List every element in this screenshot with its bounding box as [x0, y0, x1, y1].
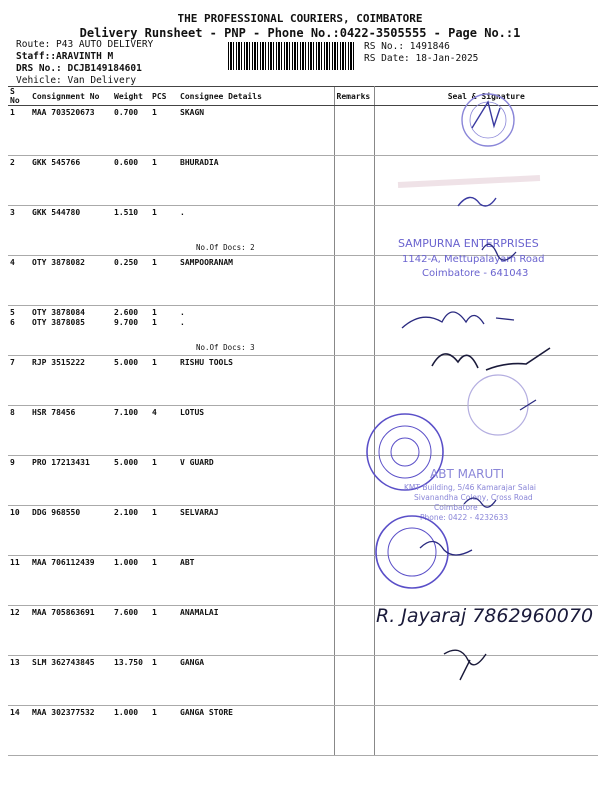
cell-weight-value: 2.600 [114, 308, 139, 317]
cell-consignment-value: MAA 706112439 [32, 558, 95, 567]
cell-seal-signature [374, 706, 598, 756]
col-weight: Weight [112, 87, 150, 106]
barcode [228, 42, 354, 70]
cell-consignee-value: RISHU TOOLS [180, 358, 233, 367]
stamp-abt-line3: Sivanandha Colony, Cross Road [414, 493, 533, 502]
cell-consignment [30, 106, 112, 156]
cell-weight [112, 656, 150, 706]
cell-consignment-value: GKK 544780 [32, 208, 81, 217]
cell-consignee-value: ANAMALAI [180, 608, 219, 617]
table-row [8, 256, 598, 306]
col-sno: S No [8, 87, 30, 106]
sno-value: 8 [10, 408, 15, 417]
table-row [8, 556, 598, 606]
table-row [8, 206, 598, 256]
cell-seal-signature [374, 606, 598, 656]
cell-seal-signature [374, 406, 598, 456]
cell-pcs-value: 1 [152, 608, 157, 617]
cell-seal-signature [374, 156, 598, 206]
cell-pcs-value: 1 [152, 708, 157, 717]
cell-consignee [178, 556, 334, 606]
cell-consignee [178, 356, 334, 406]
cell-sno [8, 506, 30, 556]
cell-weight [112, 506, 150, 556]
cell-consignee-value: GANGA [180, 658, 205, 667]
cell-weight-value: 1.000 [114, 708, 139, 717]
table-row [8, 456, 598, 506]
cell-seal-signature [374, 256, 598, 306]
cell-remarks [334, 406, 374, 456]
cell-weight-value: 2.100 [114, 508, 139, 517]
cell-consignment [30, 406, 112, 456]
stamp-abt-line1: ABT MARUTI [430, 467, 505, 481]
cell-remarks [334, 506, 374, 556]
cell-consignment-value: OTY 3878085 [32, 318, 85, 327]
cell-remarks [334, 256, 374, 306]
cell-seal-signature [374, 106, 598, 156]
stamp-sampurna-line3: Coimbatore - 641043 [422, 268, 529, 279]
cell-consignee [178, 506, 334, 556]
table-row [8, 106, 598, 156]
sno-value: 1 [10, 108, 15, 117]
cell-sno [8, 256, 30, 306]
cell-remarks [334, 206, 374, 256]
cell-consignee-value: V GUARD [180, 458, 214, 467]
table-row [8, 356, 598, 406]
cell-weight [112, 306, 150, 356]
cell-weight-value: 7.600 [114, 608, 139, 617]
cell-sno [8, 156, 30, 206]
cell-seal-signature [374, 456, 598, 506]
cell-pcs-value: 1 [152, 258, 157, 267]
cell-pcs-value: 1 [152, 318, 157, 327]
sno-value: 13 [10, 658, 20, 667]
col-remarks: Remarks [334, 87, 374, 106]
cell-sno [8, 306, 30, 356]
stamp-sampurna-line1: SAMPURNA ENTERPRISES [398, 237, 539, 250]
cell-consignment-value: MAA 302377532 [32, 708, 95, 717]
stamp-abt-line2: KMT Building, 5/46 Kamarajar Salai [404, 483, 537, 492]
cell-weight [112, 356, 150, 406]
cell-sno [8, 656, 30, 706]
cell-pcs [150, 556, 178, 606]
sno-value: 7 [10, 358, 15, 367]
cell-consignment [30, 156, 112, 206]
cell-pcs-value: 1 [152, 458, 157, 467]
cell-pcs [150, 606, 178, 656]
cell-sno [8, 606, 30, 656]
cell-seal-signature [374, 506, 598, 556]
cell-pcs [150, 256, 178, 306]
cell-consignee-value: . [180, 208, 185, 217]
cell-weight-value: 9.700 [114, 318, 139, 327]
table-row [8, 706, 598, 756]
cell-consignee [178, 106, 334, 156]
drs-number: DRS No.: DCJB149184601 [16, 63, 142, 74]
cell-seal-signature [374, 306, 598, 356]
cell-consignee-value: . [180, 308, 185, 317]
table-row [8, 606, 598, 656]
route-text: Route: P43 AUTO DELIVERY [16, 39, 154, 50]
cell-consignee [178, 206, 334, 256]
cell-weight-value: 1.000 [114, 558, 139, 567]
cell-weight [112, 456, 150, 506]
staff-text: Staff::ARAVINTH M [16, 51, 114, 62]
cell-weight-value: 0.250 [114, 258, 139, 267]
cell-weight [112, 406, 150, 456]
cell-consignee-value: SKAGN [180, 108, 205, 117]
cell-consignment-value: MAA 705863691 [32, 608, 95, 617]
cell-pcs-value: 1 [152, 108, 157, 117]
col-seal: Seal & Signature [374, 87, 598, 106]
sno-value: 14 [10, 708, 20, 717]
cell-remarks [334, 706, 374, 756]
cell-pcs [150, 156, 178, 206]
cell-sno [8, 556, 30, 606]
table-row [8, 406, 598, 456]
cell-seal-signature [374, 206, 598, 256]
cell-pcs [150, 506, 178, 556]
cell-pcs [150, 656, 178, 706]
stamp-abt-line5: Phone: 0422 - 4232633 [420, 513, 509, 522]
cell-consignment [30, 356, 112, 406]
vehicle-text: Vehicle: Van Delivery [16, 75, 137, 86]
cell-sno [8, 706, 30, 756]
table-header-row [8, 87, 598, 106]
header-right [364, 41, 478, 65]
cell-consignee [178, 256, 334, 306]
col-consignment: Consignment No [30, 87, 112, 106]
docs-count: No.Of Docs: 3 [196, 343, 255, 352]
runsheet-table [8, 86, 598, 756]
cell-consignment [30, 256, 112, 306]
cell-weight-value: 0.700 [114, 108, 139, 117]
cell-pcs-value: 1 [152, 158, 157, 167]
cell-sno [8, 206, 30, 256]
cell-consignee [178, 406, 334, 456]
cell-weight [112, 556, 150, 606]
cell-pcs [150, 356, 178, 406]
cell-consignment [30, 206, 112, 256]
cell-pcs [150, 106, 178, 156]
cell-pcs [150, 456, 178, 506]
cell-consignee [178, 606, 334, 656]
cell-weight [112, 706, 150, 756]
cell-pcs-value: 1 [152, 558, 157, 567]
cell-remarks [334, 156, 374, 206]
cell-weight-value: 7.100 [114, 408, 139, 417]
cell-consignment [30, 556, 112, 606]
stamp-abt-line4: Coimbatore [434, 503, 478, 512]
cell-consignment [30, 456, 112, 506]
cell-consignee [178, 156, 334, 206]
cell-remarks [334, 106, 374, 156]
cell-consignee-value: GANGA STORE [180, 708, 233, 717]
cell-remarks [334, 306, 374, 356]
cell-remarks [334, 356, 374, 406]
cell-consignee [178, 706, 334, 756]
cell-remarks [334, 456, 374, 506]
header-left [16, 39, 153, 87]
cell-pcs-value: 1 [152, 308, 157, 317]
runsheet-title: Delivery Runsheet - PNP - Phone No.:0422-3505555 - Page No.:1 [79, 26, 521, 40]
company-title: THE PROFESSIONAL COURIERS, COIMBATORE [177, 12, 423, 25]
cell-pcs-value: 4 [152, 408, 157, 417]
cell-weight [112, 156, 150, 206]
cell-sno [8, 106, 30, 156]
cell-consignment [30, 656, 112, 706]
sno-value: 11 [10, 558, 20, 567]
cell-weight-value: 1.510 [114, 208, 139, 217]
cell-pcs [150, 706, 178, 756]
cell-consignee [178, 656, 334, 706]
cell-consignment-value: OTY 3878082 [32, 258, 85, 267]
stamp-sampurna-line2: 1142-A, Mettupalayam Road [402, 254, 545, 265]
rs-date: RS Date: 18-Jan-2025 [364, 53, 479, 64]
cell-consignee [178, 456, 334, 506]
cell-weight-value: 5.000 [114, 358, 139, 367]
cell-pcs [150, 206, 178, 256]
col-consignee: Consignee Details [178, 87, 334, 106]
cell-consignment-value: SLM 362743845 [32, 658, 95, 667]
cell-consignee [178, 306, 334, 356]
cell-consignment-value: DDG 968550 [32, 508, 81, 517]
cell-weight [112, 106, 150, 156]
cell-consignee-value: BHURADIA [180, 158, 219, 167]
cell-remarks [334, 656, 374, 706]
sno-value: 5 [10, 308, 15, 317]
cell-sno [8, 406, 30, 456]
table-row [8, 656, 598, 706]
cell-consignment-value: GKK 545766 [32, 158, 81, 167]
cell-weight [112, 256, 150, 306]
table-row [8, 306, 598, 356]
cell-consignment-value: MAA 703520673 [32, 108, 95, 117]
cell-pcs-value: 1 [152, 208, 157, 217]
cell-consignment [30, 606, 112, 656]
cell-seal-signature [374, 656, 598, 706]
cell-consignee-value: . [180, 318, 185, 327]
cell-pcs [150, 306, 178, 356]
sno-value: 9 [10, 458, 15, 467]
sno-value: 3 [10, 208, 15, 217]
cell-consignee-value: ABT [180, 558, 195, 567]
sno-value: 10 [10, 508, 20, 517]
cell-pcs-value: 1 [152, 508, 157, 517]
col-pcs: PCS [150, 87, 178, 106]
cell-remarks [334, 606, 374, 656]
cell-weight [112, 206, 150, 256]
cell-seal-signature [374, 556, 598, 606]
cell-consignee-value: LOTUS [180, 408, 205, 417]
cell-consignment [30, 306, 112, 356]
cell-consignment-value: RJP 3515222 [32, 358, 85, 367]
cell-consignment [30, 706, 112, 756]
cell-weight-value: 0.600 [114, 158, 139, 167]
cell-consignment-value: HSR 78456 [32, 408, 76, 417]
table-row [8, 506, 598, 556]
cell-consignee-value: SELVARAJ [180, 508, 219, 517]
cell-pcs [150, 406, 178, 456]
cell-pcs-value: 1 [152, 358, 157, 367]
cell-consignment [30, 506, 112, 556]
rs-number: RS No.: 1491846 [364, 41, 450, 52]
cell-sno [8, 456, 30, 506]
cell-consignment-value: PRO 17213431 [32, 458, 90, 467]
cell-consignee-value: SAMPOORANAM [180, 258, 233, 267]
cell-weight-value: 13.750 [114, 658, 143, 667]
cell-pcs-value: 1 [152, 658, 157, 667]
cell-consignment-value: OTY 3878084 [32, 308, 85, 317]
cell-weight-value: 5.000 [114, 458, 139, 467]
cell-remarks [334, 556, 374, 606]
cell-seal-signature [374, 356, 598, 406]
cell-sno [8, 356, 30, 406]
handwritten-phone: R. Jayaraj 7862960070 [376, 605, 594, 627]
sno-value: 12 [10, 608, 20, 617]
sno-value: 6 [10, 318, 15, 327]
table-row [8, 156, 598, 206]
docs-count: No.Of Docs: 2 [196, 243, 255, 252]
cell-weight [112, 606, 150, 656]
sno-value: 4 [10, 258, 15, 267]
sno-value: 2 [10, 158, 15, 167]
